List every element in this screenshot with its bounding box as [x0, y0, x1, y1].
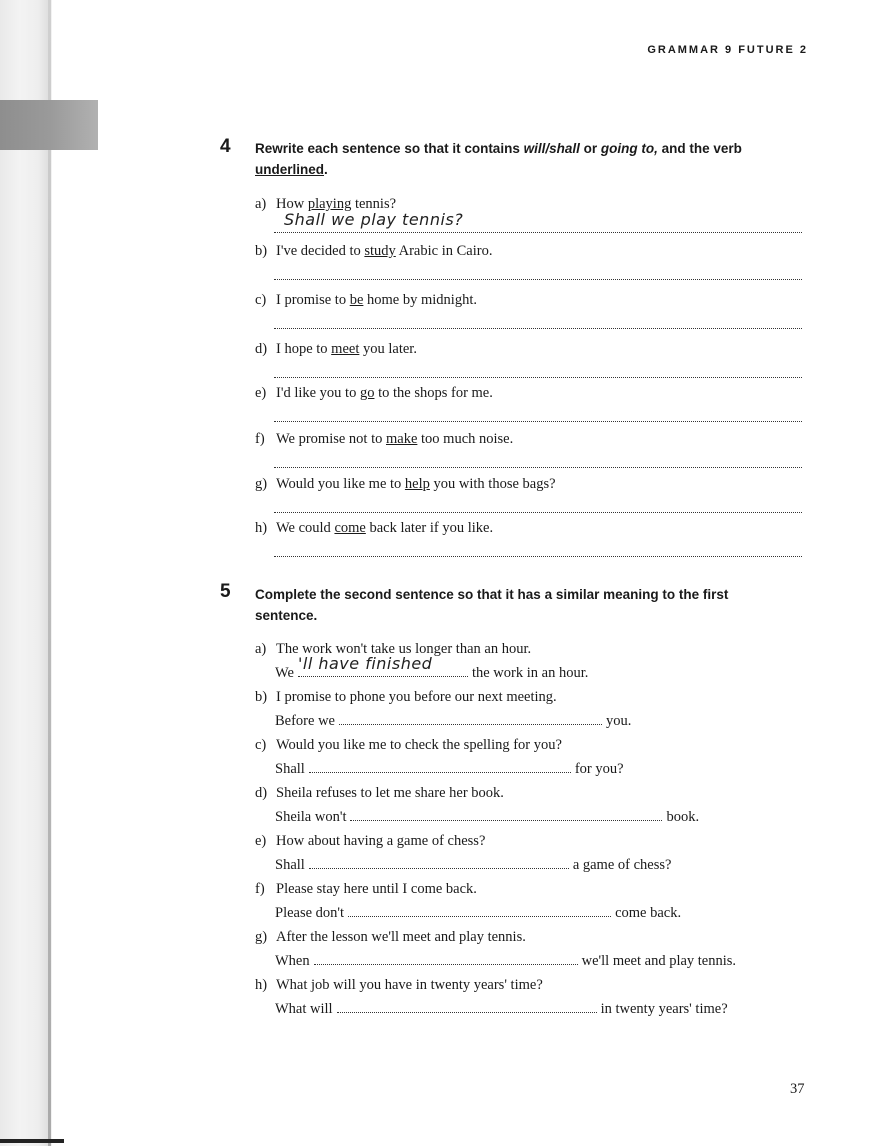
question-text: Would you like me to check the spelling for you?: [276, 737, 562, 753]
chapter-tab-marker: [0, 100, 98, 150]
question-text: How about having a game of chess?: [276, 833, 486, 849]
question-line: [255, 476, 556, 493]
exercise-4-instruction: Rewrite each sentence so that it contains will/shall or going to, and the verb underlined.: [255, 141, 742, 177]
answer-gap: [350, 810, 662, 821]
question-line: [255, 243, 492, 260]
underlined-verb: playing: [307, 196, 352, 212]
item-letter: a): [255, 196, 267, 212]
item-letter: g): [255, 929, 268, 945]
question-text: Please stay here until I come back.: [276, 881, 477, 897]
question-line: [255, 385, 493, 402]
sentence-start: We: [275, 665, 294, 681]
question-text: I promise to phone you before our next meeting.: [276, 689, 557, 705]
item-letter: c): [255, 292, 267, 308]
answer-gap: [309, 858, 569, 869]
question-text: After the lesson we'll meet and play tennis.: [276, 929, 526, 945]
item-letter: d): [255, 785, 268, 801]
question-line: [255, 689, 557, 706]
answer-gap: [337, 1002, 597, 1013]
answer-line: [274, 377, 802, 378]
underlined-verb: help: [404, 476, 430, 492]
answer-gap: [348, 906, 611, 917]
completion-line: [275, 761, 624, 778]
underlined-verb: go: [359, 385, 375, 401]
question-text: you later.: [359, 341, 417, 357]
underlined-verb: make: [385, 431, 418, 447]
gutter-foot-rule: [0, 1139, 64, 1143]
item-letter: c): [255, 737, 267, 753]
answer-line: [274, 328, 802, 329]
question-text: too much noise.: [417, 431, 514, 447]
question-line: [255, 881, 477, 898]
question-text: I promise to: [276, 292, 350, 308]
question-text: What job will you have in twenty years' time?: [276, 977, 543, 993]
question-text: I hope to: [276, 341, 332, 357]
book-spine-shadow: [0, 0, 52, 1146]
handwritten-answer: Shall we play tennis?: [284, 210, 464, 229]
item-letter: g): [255, 476, 268, 492]
sentence-start: What will: [275, 1001, 333, 1017]
sentence-end: the work in an hour.: [471, 665, 589, 681]
item-letter: b): [255, 689, 268, 705]
question-line: [255, 737, 562, 754]
answer-line: [274, 279, 802, 280]
underlined-verb: study: [364, 243, 396, 259]
item-letter: d): [255, 341, 268, 357]
item-letter: e): [255, 833, 267, 849]
underlined-verb: meet: [331, 341, 360, 357]
completion-line: [275, 905, 681, 922]
question-line: [255, 431, 513, 448]
question-text: Would you like me to: [276, 476, 405, 492]
exercise-4-number: 4: [220, 136, 231, 157]
question-line: [255, 785, 504, 802]
question-text: Arabic in Cairo.: [395, 243, 493, 259]
answer-line: [274, 512, 802, 513]
sentence-start: Shall: [275, 761, 305, 777]
item-letter: a): [255, 641, 267, 657]
question-text: I'd like you to: [276, 385, 360, 401]
item-letter: f): [255, 431, 265, 447]
question-text: I've decided to: [276, 243, 365, 259]
sentence-end: in twenty years' time?: [600, 1001, 728, 1017]
running-head: GRAMMAR 9 FUTURE 2: [647, 44, 808, 56]
answer-gap: [297, 654, 468, 677]
handwritten-answer: 'll have finished: [297, 654, 433, 673]
sentence-end: you.: [605, 713, 632, 729]
question-line: [255, 341, 417, 358]
sentence-end: book.: [666, 809, 700, 825]
answer-gap: [314, 954, 578, 965]
question-text: to the shops for me.: [374, 385, 493, 401]
exercise-5-number: 5: [220, 581, 231, 602]
answer-gap: [309, 762, 571, 773]
question-text: We could: [276, 520, 335, 536]
answer-gap: [339, 714, 602, 725]
sentence-end: come back.: [615, 905, 682, 921]
question-text: back later if you like.: [365, 520, 494, 536]
question-text: We promise not to: [276, 431, 386, 447]
item-letter: f): [255, 881, 265, 897]
sentence-end: a game of chess?: [572, 857, 672, 873]
question-line: [255, 929, 526, 946]
question-text: The work won't take us longer than an hour.: [276, 641, 532, 657]
question-text: home by midnight.: [363, 292, 477, 308]
question-line: [255, 977, 543, 994]
sentence-start: Before we: [275, 713, 335, 729]
underlined-verb: be: [349, 292, 364, 308]
sentence-end: for you?: [574, 761, 624, 777]
sentence-start: Shall: [275, 857, 305, 873]
question-text: tennis?: [351, 196, 397, 212]
book-gutter-line: [48, 0, 51, 1146]
question-text: How: [276, 196, 308, 212]
question-line: [255, 520, 493, 537]
completion-line: [275, 1001, 728, 1018]
item-letter: h): [255, 520, 268, 536]
answer-line: [274, 467, 802, 468]
answer-line: [274, 421, 802, 422]
item-letter: b): [255, 243, 268, 259]
item-letter: e): [255, 385, 267, 401]
completion-line: [275, 713, 631, 730]
question-text: Sheila refuses to let me share her book.: [276, 785, 504, 801]
sentence-start: When: [275, 953, 310, 969]
exercise-5-instruction: Complete the second sentence so that it has a similar meaning to the first sentence.: [255, 587, 729, 623]
sentence-start: Sheila won't: [275, 809, 347, 825]
answer-line: [274, 232, 802, 233]
question-text: you with those bags?: [429, 476, 556, 492]
underlined-verb: come: [334, 520, 366, 536]
completion-line: [275, 809, 699, 826]
item-letter: h): [255, 977, 268, 993]
completion-line: [275, 953, 736, 970]
sentence-end: we'll meet and play tennis.: [581, 953, 737, 969]
page-number: 37: [790, 1081, 805, 1097]
question-line: [255, 292, 477, 309]
answer-line: [274, 556, 802, 557]
completion-line: [275, 654, 589, 682]
question-line: [255, 833, 485, 850]
completion-line: [275, 857, 671, 874]
sentence-start: Please don't: [275, 905, 345, 921]
